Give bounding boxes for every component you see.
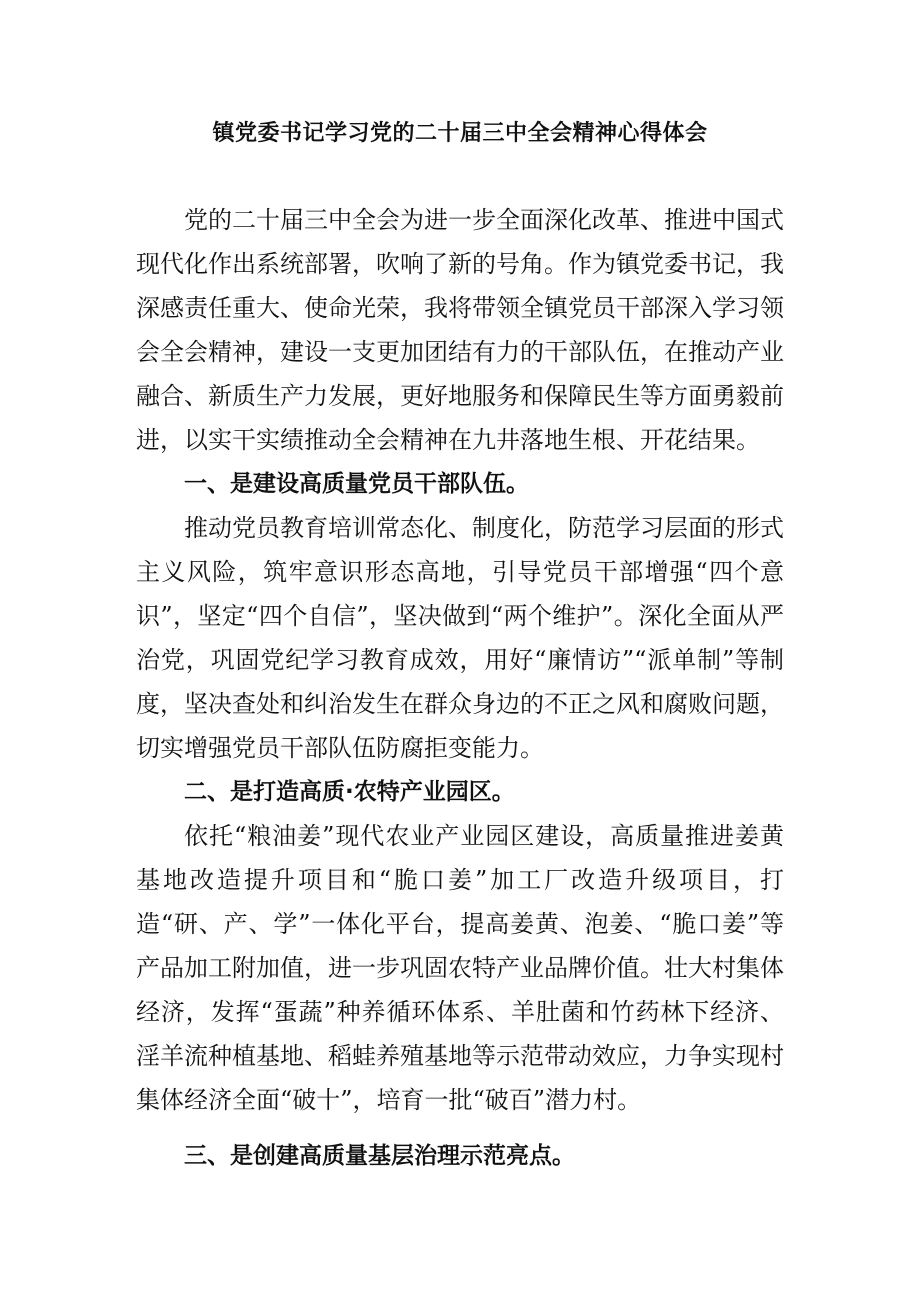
document-body [136, 198, 784, 1178]
section-3-heading: 三、是创建高质量基层治理示范亮点。 [184, 1143, 575, 1169]
document-title: 镇党委书记学习党的二十届三中全会精神心得体会 [212, 121, 708, 146]
section-1-paragraph: 推动党员教育培训常态化、制度化，防范学习层面的形式主义风险，筑牢意识形态高地，引导党员干部增强“四个意识”，坚定“四个自信”，坚决做到“两个维护”。深化全面从严治党，巩固党纪学习教育成效，用好“廉情访”“派单制”等制度，坚决查处和纠治发生在群众身边的不正之风和腐败问题，切实增强党员干部队伍防腐拒变能力。 [136, 514, 784, 762]
section-2-paragraph: 依托“粮油姜”现代农业产业园区建设，高质量推进姜黄基地改造提升项目和“脆口姜”加工厂改造升级项目，打造“研、产、学”一体化平台，提高姜黄、泡姜、“脆口姜”等产品加工附加值，进一步巩固农特产业品牌价值。壮大村集体经济，发挥“蛋蔬”种养循环体系、羊肚菌和竹药林下经济、淫羊流种植基地、稻蛙养殖基地等示范带动效应，力争实现村集体经济全面“破十”，培育一批“破百”潜力村。 [136, 822, 784, 1114]
section-1-heading: 一、是建设高质量党员干部队伍。 [184, 471, 529, 497]
intro-paragraph: 党的二十届三中全会为进一步全面深化改革、推进中国式现代化作出系统部署，吹响了新的号角。作为镇党委书记，我深感责任重大、使命光荣，我将带领全镇党员干部深入学习领会全会精神，建设一支更加团结有力的干部队伍，在推动产业融合、新质生产力发展，更好地服务和保障民生等方面勇毅前进，以实干实绩推动全会精神在九井落地生根、开花结果。 [136, 206, 784, 454]
section-2-heading: 二、是打造高质·农特产业园区。 [184, 779, 515, 805]
